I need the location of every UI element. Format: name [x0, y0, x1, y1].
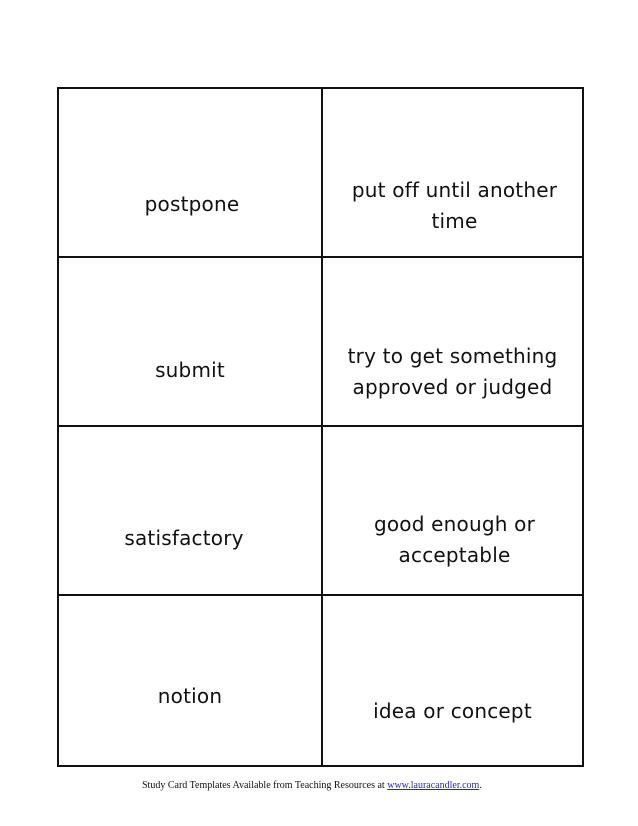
- card-definition-cell: [323, 427, 582, 596]
- study-card-sheet: [57, 87, 584, 767]
- card-definition-cell: [323, 89, 582, 258]
- footer-text: Study Card Templates Available from Teaching Resources at: [142, 780, 385, 791]
- card-definition-cell: [323, 596, 582, 765]
- card-definition: idea or concept: [373, 699, 532, 723]
- card-term: postpone: [144, 192, 240, 216]
- card-term-cell: [59, 258, 323, 427]
- card-definition: good enough or acceptable: [373, 512, 536, 567]
- card-term: submit: [155, 358, 225, 382]
- card-definition: put off until another time: [351, 178, 558, 233]
- card-term: notion: [157, 684, 223, 708]
- footer-link[interactable]: www.lauracandler.com: [387, 780, 480, 791]
- card-definition: try to get something approved or judged: [347, 344, 558, 399]
- card-term-cell: [59, 596, 323, 765]
- card-term: satisfactory: [124, 526, 244, 550]
- card-term-cell: [59, 89, 323, 258]
- footer-credit: [142, 780, 482, 791]
- footer-period: .: [479, 780, 482, 791]
- card-definition-cell: [323, 258, 582, 427]
- card-term-cell: [59, 427, 323, 596]
